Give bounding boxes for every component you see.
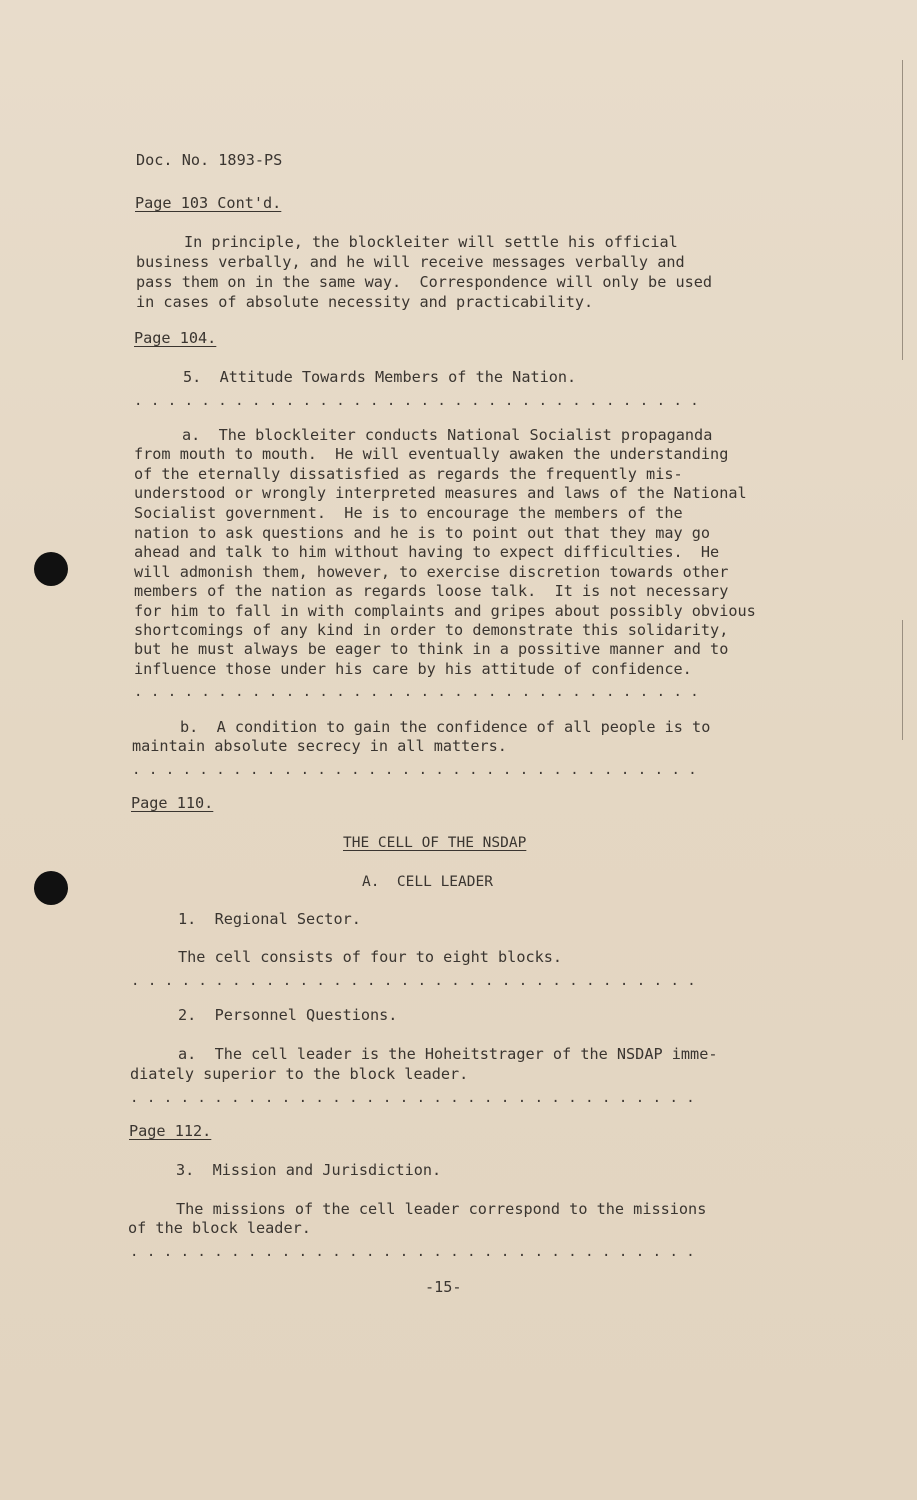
ellipsis-row: . . . . . . . . . . . . . . . . . . . . . . . . . . . . . . . . . . [134, 393, 699, 409]
punch-hole [34, 871, 68, 905]
p104-b-line: maintain absolute secrecy in all matters. [132, 737, 507, 755]
p104-a-line: Socialist government. He is to encourage the members of the [134, 504, 683, 522]
page-112-heading: Page 112. [129, 1122, 212, 1140]
page-edge-mark [902, 60, 903, 360]
page-103-heading: Page 103 Cont'd. [135, 194, 282, 212]
p104-a-line: for him to fall in with complaints and gripes about possibly obvious [134, 602, 756, 620]
p103-line: business verbally, and he will receive messages verbally and [136, 253, 685, 271]
p104-item-5: 5. Attitude Towards Members of the Nation. [183, 368, 577, 386]
ellipsis-row: . . . . . . . . . . . . . . . . . . . . . . . . . . . . . . . . . . [131, 973, 696, 989]
p104-a-line: members of the nation as regards loose talk. It is not necessary [134, 582, 729, 600]
p104-b-line: b. A condition to gain the confidence of all people is to [180, 718, 711, 736]
ellipsis-row: . . . . . . . . . . . . . . . . . . . . . . . . . . . . . . . . . . [130, 1090, 695, 1106]
p104-a-line: influence those under his care by his attitude of confidence. [134, 660, 692, 678]
p110-item-2: 2. Personnel Questions. [178, 1006, 398, 1024]
ellipsis-row: . . . . . . . . . . . . . . . . . . . . . . . . . . . . . . . . . . [134, 684, 699, 700]
p112-item-3: 3. Mission and Jurisdiction. [176, 1161, 442, 1179]
p110-item-1-text: The cell consists of four to eight blocks. [178, 948, 563, 966]
page-110-heading: Page 110. [131, 794, 214, 812]
p104-a-line: nation to ask questions and he is to point out that they may go [134, 524, 711, 542]
page-number: -15- [425, 1278, 462, 1296]
doc-number: Doc. No. 1893-PS [136, 151, 283, 169]
p104-a-line: but he must always be eager to think in a possitive manner and to [134, 640, 729, 658]
p104-a-line: understood or wrongly interpreted measures and laws of the National [134, 484, 747, 502]
cell-subtitle: A. CELL LEADER [362, 874, 493, 890]
p110-item-2-a-line: diately superior to the block leader. [130, 1065, 469, 1083]
p104-a-line: of the eternally dissatisfied as regards the frequently mis- [134, 465, 683, 483]
p103-line: in cases of absolute necessity and practicability. [136, 293, 594, 311]
p104-a-line: ahead and talk to him without having to expect difficulties. He [134, 543, 720, 561]
p104-a-line: from mouth to mouth. He will eventually awaken the understanding [134, 445, 729, 463]
p112-text-line: The missions of the cell leader correspond to the missions [176, 1200, 707, 1218]
p103-line: pass them on in the same way. Correspondence will only be used [136, 273, 713, 291]
p104-a-line: shortcomings of any kind in order to demonstrate this solidarity, [134, 621, 729, 639]
p110-item-1: 1. Regional Sector. [178, 910, 361, 928]
page-104-heading: Page 104. [134, 329, 217, 347]
p110-item-2-a-line: a. The cell leader is the Hoheitstrager of the NSDAP imme- [178, 1045, 718, 1063]
p104-a-line: a. The blockleiter conducts National Socialist propaganda [182, 426, 713, 444]
ellipsis-row: . . . . . . . . . . . . . . . . . . . . . . . . . . . . . . . . . . [132, 762, 697, 778]
punch-hole [34, 552, 68, 586]
p112-text-line: of the block leader. [128, 1219, 311, 1237]
p103-line: In principle, the blockleiter will settle his official [184, 233, 678, 251]
cell-title: THE CELL OF THE NSDAP [343, 835, 527, 851]
p104-a-line: will admonish them, however, to exercise discretion towards other [134, 563, 729, 581]
ellipsis-row: . . . . . . . . . . . . . . . . . . . . . . . . . . . . . . . . . . [130, 1244, 695, 1260]
page-edge-mark [902, 620, 903, 740]
